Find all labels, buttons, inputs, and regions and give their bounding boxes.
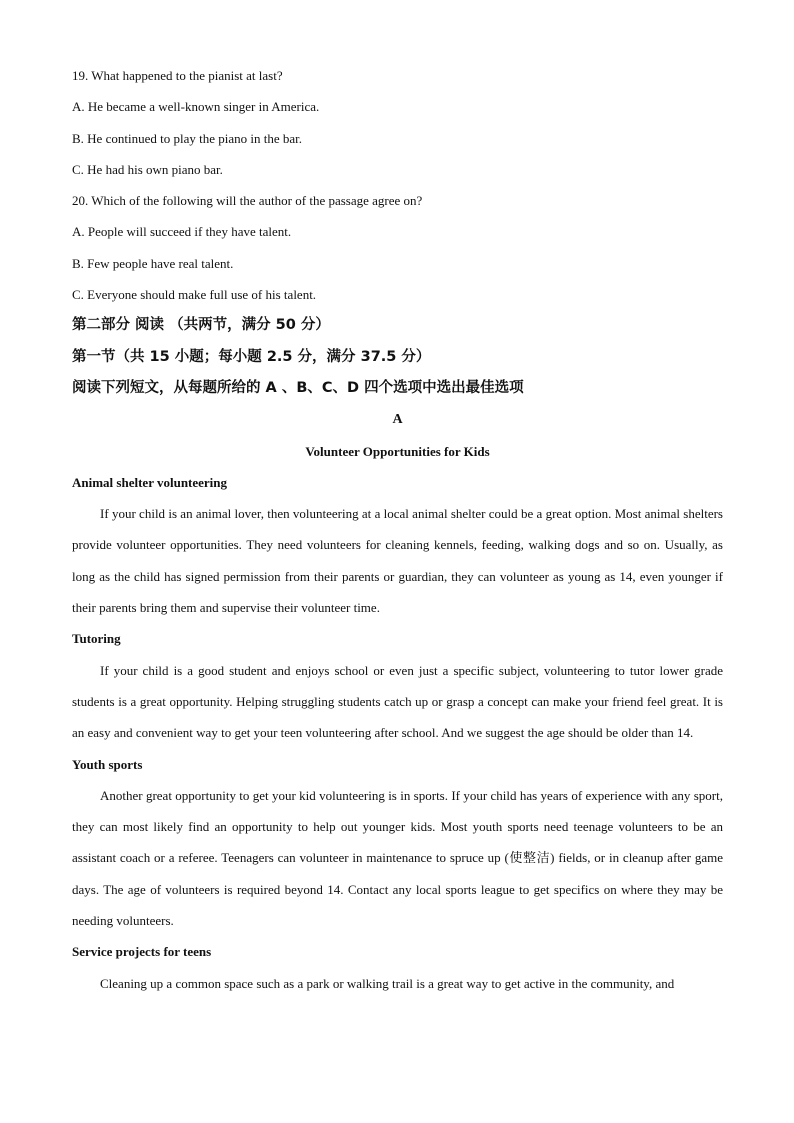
passage-title: Volunteer Opportunities for Kids [305, 443, 490, 459]
section-heading-service-projects: Service projects for teens [72, 944, 212, 960]
section-text-animal-shelter: If your child is an animal lover, then volunteering at a local animal shelter could be a great option. Most animal shelters provide volunteer opportunities. They need volunteers for cleaning kennels, feeding, walking dogs and so on. Usually, as long as the child has signed permission from their parents or guardian, they can volunteer as young as 14, even younger if their parents bring them and supervise their volunteer time. [72, 506, 723, 616]
question-20-option-b: B. Few people have real talent. [72, 255, 234, 271]
section-heading-youth-sports: Youth sports [72, 756, 143, 772]
part-heading: 第二部分 阅读 （共两节，满分 50 分） [72, 317, 330, 334]
question-19-option-a: A. He became a well-known singer in America. [72, 99, 320, 115]
section-heading-animal-shelter: Animal shelter volunteering [72, 474, 228, 490]
section-heading: 第一节（共 15 小题；每小题 2.5 分，满分 37.5 分） [72, 348, 431, 365]
question-19-option-c: C. He had his own piano bar. [72, 161, 223, 177]
question-20-option-a: A. People will succeed if they have talent. [72, 224, 292, 240]
question-19-option-b: B. He continued to play the piano in the bar. [72, 130, 302, 146]
question-20-option-c: C. Everyone should make full use of his talent. [72, 287, 317, 303]
section-heading-tutoring: Tutoring [72, 631, 121, 647]
document-page [72, 60, 723, 999]
section-text-youth-sports: Another great opportunity to get your kid volunteering is in sports. If your child has years of experience with any sport, they can most likely find an opportunity to help out younger kids. Most youth sports need teenage volunteers to be an assistant coach or a referee. Teenagers can volunteer in maintenance to spruce up (使整洁) fields, or in cleanup after game days. The age of volunteers is required beyond 14. Contact any local sports league to get specifics on where they may be needing volunteers. [72, 787, 723, 929]
section-text-tutoring: If your child is a good student and enjoys school or even just a specific subject, volunteering to tutor lower grade students is a great opportunity. Helping struggling students catch up or grasp a concept can make your friend feel great. It is an easy and convenient way to get your teen volunteering after school. And we suggest the age should be older than 14. [72, 662, 723, 741]
section-text-service-projects: Cleaning up a common space such as a park or walking trail is a great way to get active in the community, and [100, 975, 675, 991]
reading-instruction: 阅读下列短文，从每题所给的 A 、B、C、D 四个选项中选出最佳选项 [72, 379, 524, 396]
passage-letter: A [392, 412, 403, 428]
question-20-stem: 20. Which of the following will the author of the passage agree on? [72, 193, 423, 209]
question-19-stem: 19. What happened to the pianist at last? [72, 68, 283, 83]
